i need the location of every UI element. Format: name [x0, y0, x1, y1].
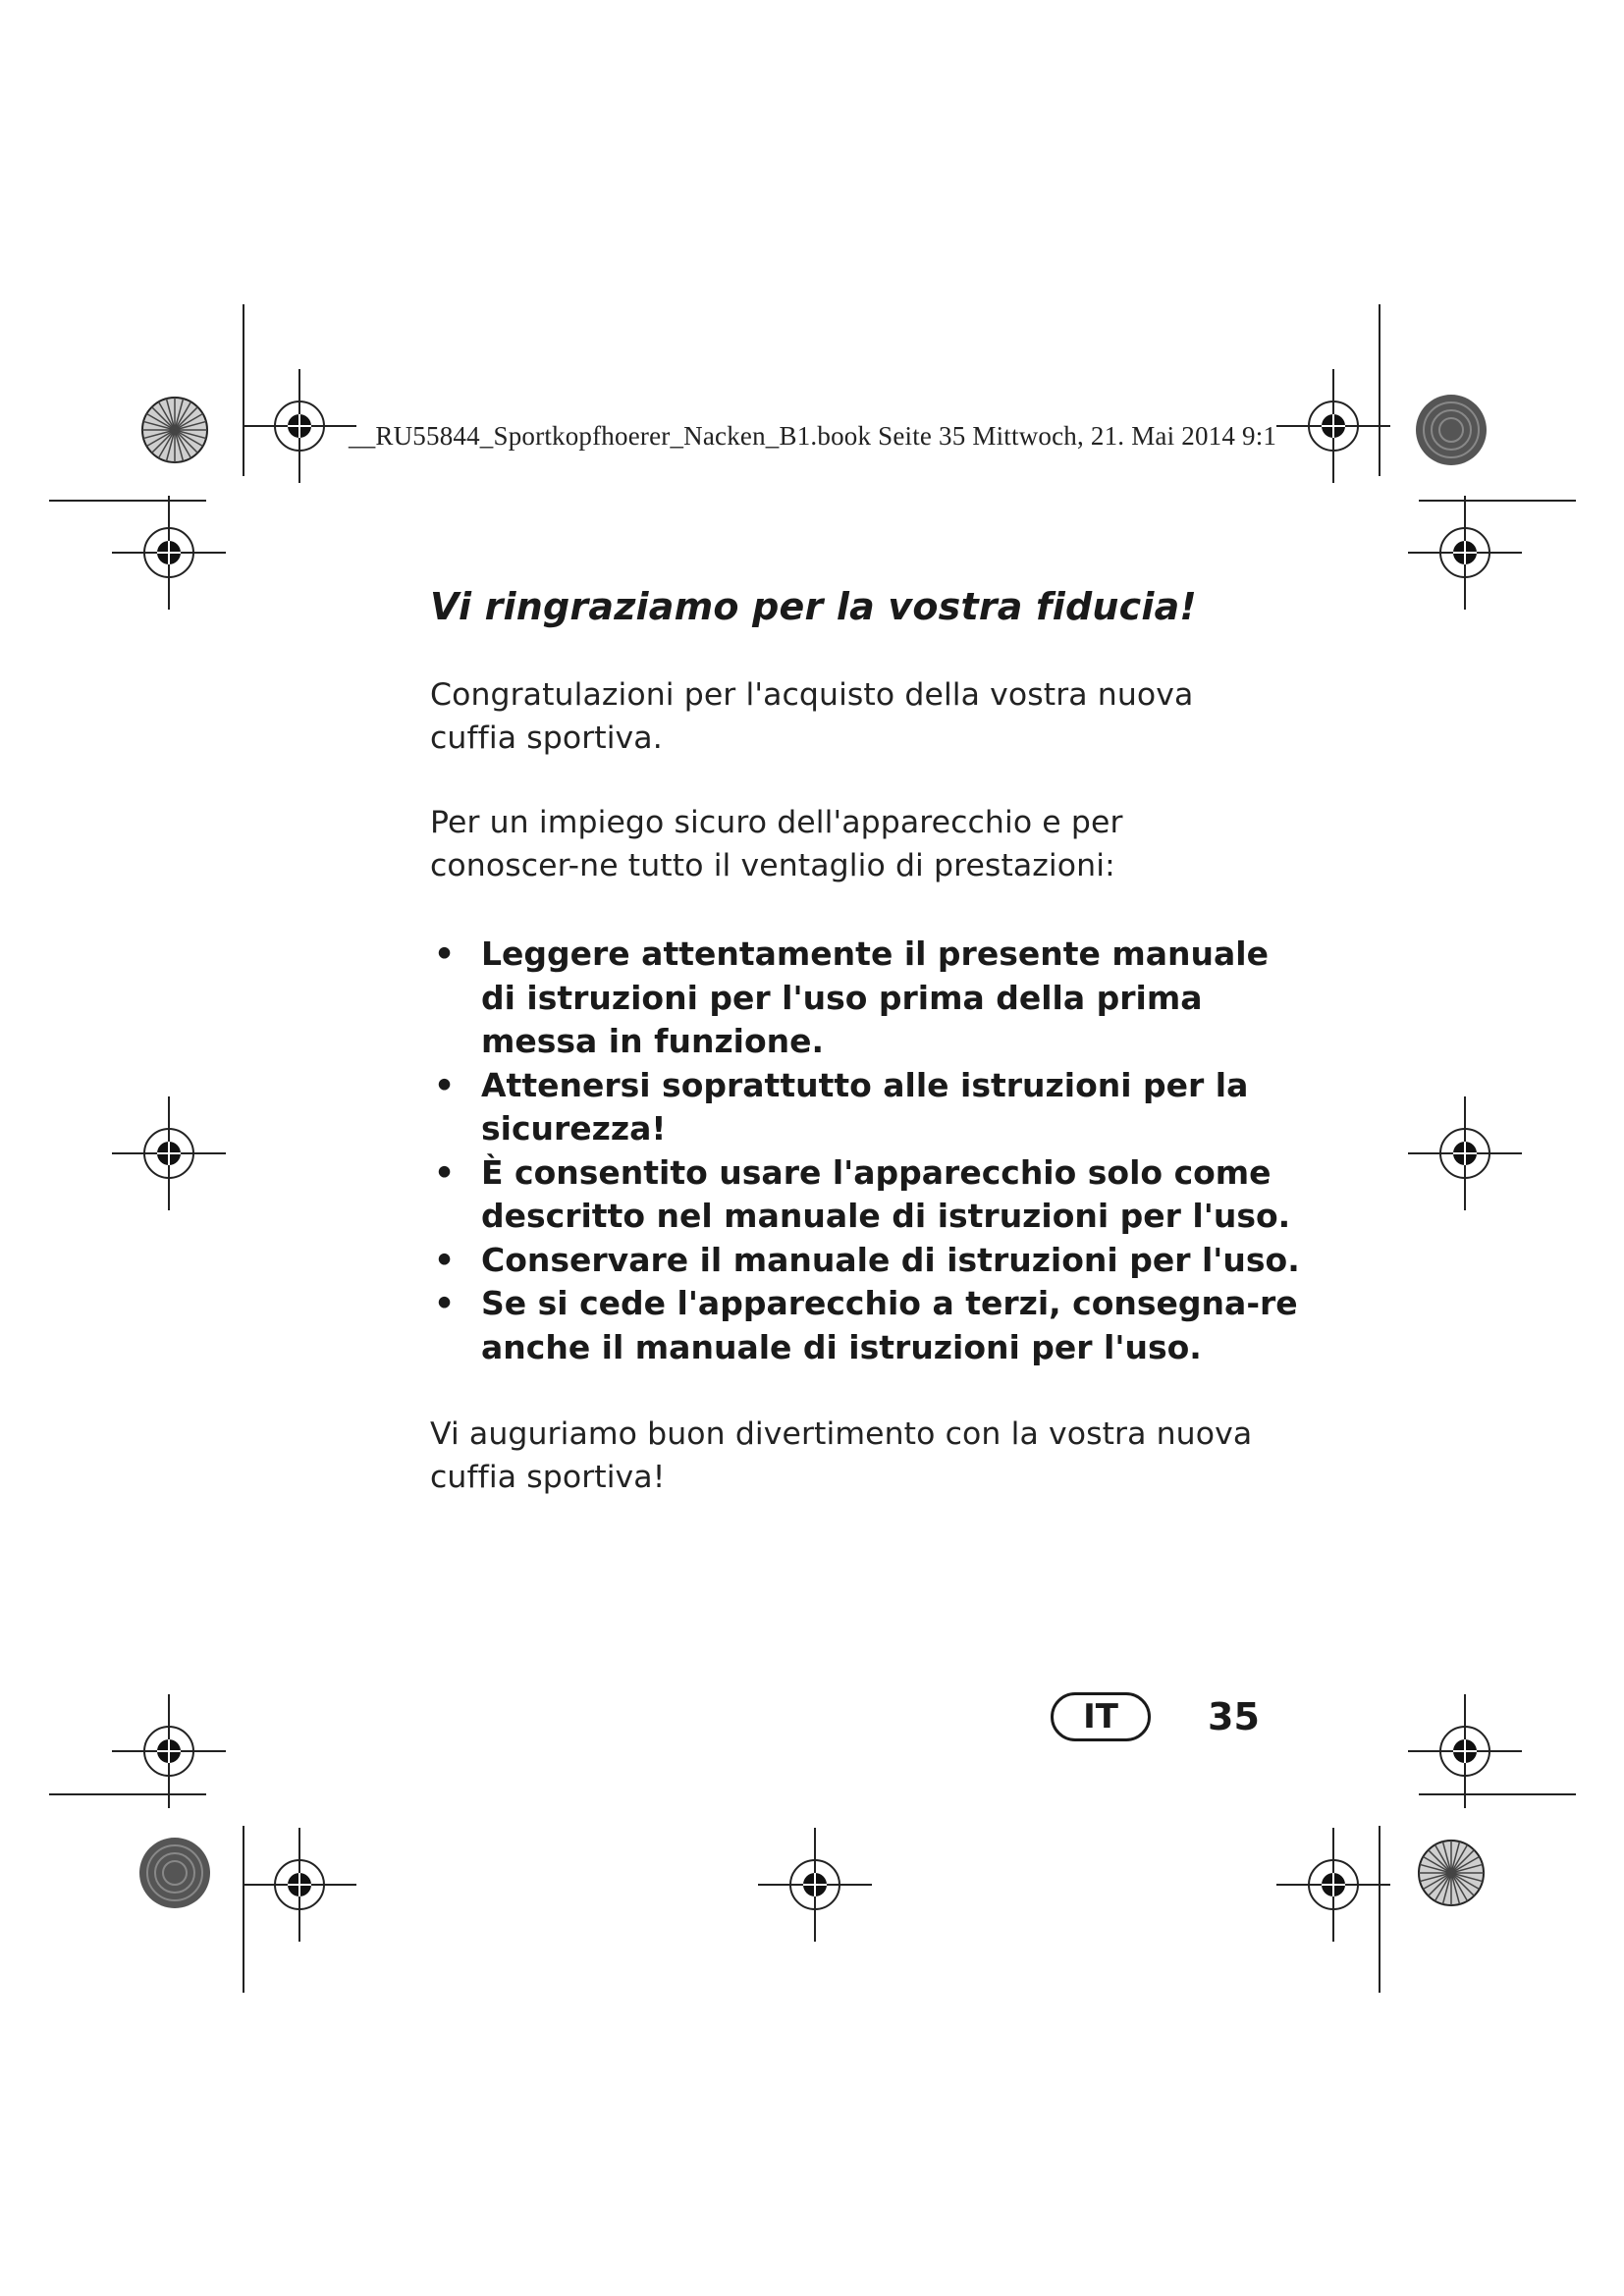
page-content [430, 585, 1300, 1499]
print-slug: __RU55844_Sportkopfhoerer_Nacken_B1.book Seite 35 Mittwoch, 21. Mai 2014 9:1 [349, 421, 1277, 451]
bullet-icon: • [434, 1240, 456, 1279]
registration-mark-icon [1276, 369, 1390, 483]
registration-mark-icon [1408, 496, 1522, 610]
registration-mark-icon [243, 1828, 356, 1942]
intro-paragraph: Congratulazioni per l'acquisto della vostra nuova cuffia sportiva. [430, 677, 1194, 756]
registration-mark-icon [1276, 1828, 1390, 1942]
list-item-text: Conservare il manuale di istruzioni per l'uso. [481, 1240, 1300, 1279]
registration-mark-icon [112, 1694, 226, 1808]
registration-mark-icon [243, 369, 356, 483]
list-item-text: Se si cede l'apparecchio a terzi, consegna-re anche il manuale di istruzioni per l'uso. [481, 1284, 1298, 1366]
bullet-icon: • [434, 934, 456, 973]
color-target-concentric [139, 1838, 210, 1908]
bullet-icon: • [434, 1152, 456, 1192]
page-title: Vi ringraziamo per la vostra fiducia! [430, 585, 1197, 628]
list-item [430, 1064, 1306, 1151]
registration-mark-icon [758, 1828, 872, 1942]
color-target-concentric [1416, 395, 1487, 465]
registration-mark-icon [1408, 1096, 1522, 1210]
language-badge: IT [1051, 1692, 1151, 1741]
registration-mark-icon [112, 496, 226, 610]
list-item [430, 933, 1306, 1064]
color-target-sunburst [142, 398, 207, 462]
list-item [430, 1282, 1306, 1369]
color-target-sunburst [1419, 1841, 1484, 1905]
bullet-icon: • [434, 1065, 456, 1104]
registration-mark-icon [1408, 1694, 1522, 1808]
instruction-list [430, 933, 1300, 1369]
list-item-text: È consentito usare l'apparecchio solo come descritto nel manuale di istruzioni per l'uso. [481, 1152, 1291, 1235]
list-item-text: Leggere attentamente il presente manuale di istruzioni per l'uso prima della prima messa in funzione. [481, 934, 1269, 1060]
closing-paragraph: Vi auguriamo buon divertimento con la vostra nuova cuffia sportiva! [430, 1416, 1253, 1495]
bullet-icon: • [434, 1284, 456, 1322]
registration-mark-icon [112, 1096, 226, 1210]
page-number: 35 [1208, 1695, 1260, 1738]
lead-paragraph: Per un impiego sicuro dell'apparecchio e per conoscer-ne tutto il ventaglio di prestazioni: [430, 805, 1123, 883]
page-footer [1051, 1692, 1260, 1741]
list-item [430, 1239, 1306, 1283]
list-item-text: Attenersi soprattutto alle istruzioni per la sicurezza! [481, 1065, 1249, 1148]
list-item [430, 1151, 1306, 1239]
